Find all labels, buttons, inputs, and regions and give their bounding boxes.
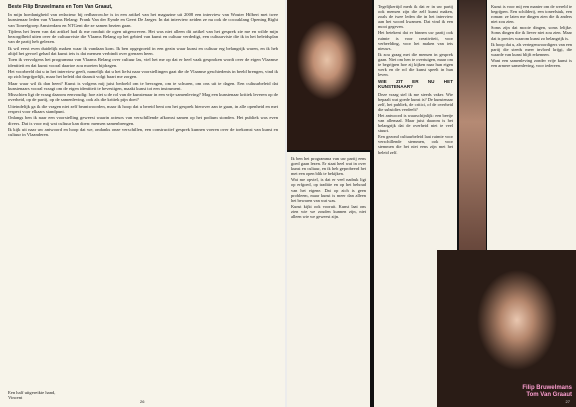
paragraph: Het voorbeeld dat u in het interview geeft, namelijk dat u het liefst naar voorstellingen gaat die de Vlaamse geschiedenis in beeld brengen, vind ik op zich begrijpelijk, maar het beleid dat daaruit volgt baart me zorgen. [8, 68, 278, 80]
paragraph: Ik zou graag met die mensen in gesprek gaan. Niet om hen te overtuigen, maar om te begrijpen hoe zij kijken naar hun eigen werk en de rol die kunst speelt in hun leven. [378, 51, 453, 78]
paragraph: In mijn hoedanigheid van redacteur bij redbarrow.be is in een artikel van het magazine uit 2008 een interview van Wouter Hilbert met twee kunstenaar leden van Vlaams Belang: Frank Van der Eynde en Geert De Jaeger. In dat interview zeiden ze nu ook de cocoaklang Opening Right van Toneelgroep Amsterdam en NTGent die ze samen bezien gaan. [8, 12, 278, 28]
paragraph: Misschien ligt de vraag daarom eenvoudig: hoe ziet u de rol van de kunstenaar in een vrije samenleving? Mag een kunstenaar kritiek leveren op de overheid, op de partij, op de samenleving, ook als die kritiek pijn doet? [8, 92, 278, 103]
paragraph: Ik kijk uit naar uw antwoord en hoop dat we, ondanks onze verschillen, een constructief gesprek kunnen voeren over de toekomst van kunst en cultuur in Vlaanderen. [8, 126, 278, 138]
paragraph: Maar waar wil ik dan heen? Kunst is volgens mij juist bedoeld om te bevragen, om te schuren, om ons uit te dagen. Een cultuurbeleid dat kunstenaars vooral vraagt om de eigen identiteit te bevestigen, maakt kunst tot een instrument. [8, 80, 278, 91]
paragraph: Ik ben het programma van uw partij eens goed gaan lezen. Er staat heel wat in over kunst en cultuur, en ik heb geprobeerd het met een open blik te bekijken. [291, 156, 366, 177]
paragraph: Onlangs ben ik naar een voorstelling geweest waarin acteurs van verschillende afkomst samen op het podium stonden. Het publiek was even divers. Dat is voor mij wat cultuur kan doen: mensen samenbrengen. [8, 115, 278, 126]
portrait-photo-top [287, 0, 372, 150]
paragraph: Toen ik vervolgens het programma van Vlaams Belang over cultuur las, viel het me op dat er heel vaak gesproken wordt over de eigen Vlaamse identiteit en dat kunst vooral daartoe zou moeten bijdragen. [8, 57, 278, 68]
paragraph: Soms zijn dat mooie dingen, soms lelijke. Soms dingen die ik liever niet zou zien. Maar dat is precies waarom kunst zo belangrijk is. [491, 25, 572, 41]
text-column-1 [287, 152, 370, 407]
section-subheading: WIE ZIT ER NU HET KUNSTENAAR? [378, 79, 453, 90]
closing-line: Een half uitgereikte hand, [8, 390, 56, 395]
portrait-photo-bottom [437, 250, 576, 407]
paragraph: Een gezond cultuurbeleid laat ruimte voor verschillende stemmen, ook voor stemmen die het niet eens zijn met het beleid zelf. [378, 134, 453, 155]
letter-salutation: Beste Filip Bruwelmans en Tom Van Graaut, [8, 4, 113, 10]
photo-caption [522, 385, 572, 399]
paragraph: Uiteindelijk ga ik die vragen niet zelf beantwoorden, maar ik hoop dat u bereid bent om het gesprek hierover aan te gaan, in alle openheid en met respect voor elkaars standpunt. [8, 103, 278, 115]
paragraph: Het antwoord is waarschijnlijk: een beetje van allemaal. Maar juist daarom is het belangrijk dat de overheid niet te veel stuurt. [378, 112, 453, 134]
letter-body [8, 12, 278, 352]
left-page [0, 0, 285, 407]
paragraph: Het betekent dat er binnen uw partij ook ruimte is voor creativiteit, voor verbeelding, voor het maken van iets nieuws. [378, 30, 453, 51]
page-number-right: 27 [565, 399, 570, 404]
paragraph: Kunst is voor mij een manier om de wereld te begrijpen. Een schilderij, een toneelstuk, een roman: ze laten me dingen zien die ik anders niet zou zien. [491, 4, 572, 25]
caption-line: Tom Van Graaut [526, 392, 572, 398]
paragraph: Want een samenleving zonder vrije kunst is een armere samenleving, voor iedereen. [491, 57, 572, 69]
signature-name: Vincent [8, 395, 23, 401]
page-number-left: 26 [140, 399, 145, 404]
paragraph: Deze vraag stel ik me steeds vaker. Wie bepaalt wat goede kunst is? De kunstenaar zelf, het publiek, de critici, of de overheid die subsidies verdeelt? [378, 91, 453, 112]
paragraph: Kunst kijkt ook vooruit. Kunst laat ons zien wie we zouden kunnen zijn, niet alleen wie we geweest zijn. [291, 203, 366, 220]
paragraph: Wat me opviel, is dat er veel nadruk ligt op erfgoed, op traditie en op het behoud van het eigene. Dat op zich is geen probleem, maar kunst is meer dan alleen het bewaren van wat was. [291, 177, 366, 203]
paragraph: Tijdens het lezen van dat artikel had ik me ronduit de ogen uitgewreven. Het was niet alleen dit artikel van het gesprek zie me en wilde mijn bezorgdheid uiten over de cultuurvisie die Vlaams Belang op het gebied van kunst en cultuur verdedigt, een cultuurvisie die ik in het beleidsplan van de partij heb gelezen. [8, 28, 278, 45]
right-page [287, 0, 576, 407]
caption-line: Filip Bruwelmans [522, 385, 572, 391]
paragraph: Tegelijkertijd merk ik dat er in uw partij ook mensen zijn die zelf kunst maken, zoals de twee leden die in het interview aan het woord kwamen. Dat vind ik een mooi gegeven. [378, 4, 453, 30]
paragraph: Ik wil eerst even duidelijk maken waar ik vandaan kom. Ik ben opgegroeid in een gezin waar kunst en cultuur erg belangrijk waren, en ik heb altijd het gevoel gehad dat kunst iets is dat mensen verbindt over grenzen heen. [8, 45, 278, 57]
letter-closing [8, 390, 55, 401]
paragraph: Ik hoop dat u, als vertegenwoordigers van een partij die steeds meer invloed krijgt, die waarde van kunst blijft erkennen. [491, 41, 572, 57]
